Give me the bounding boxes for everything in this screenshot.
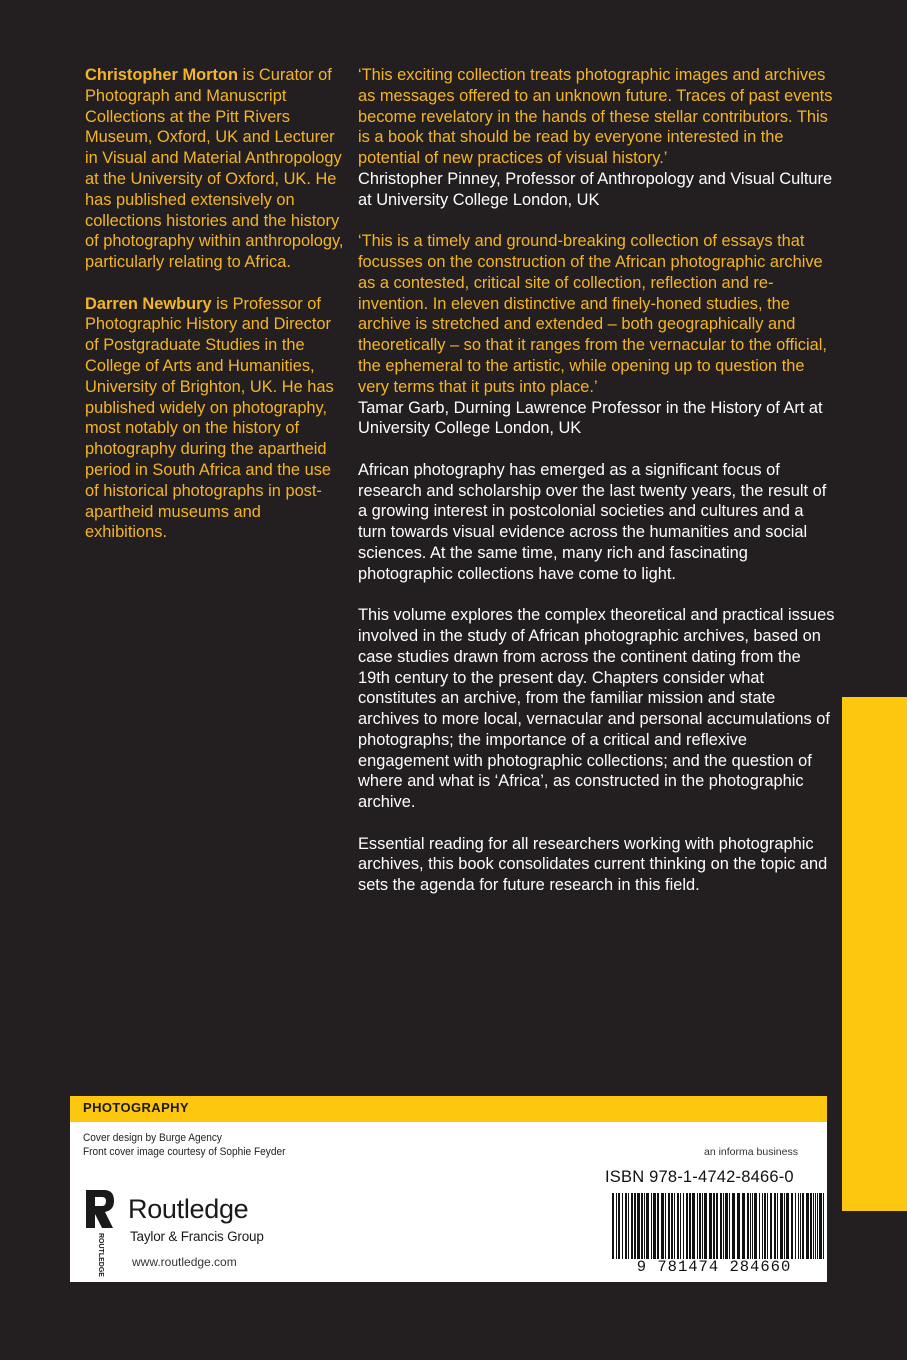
bio-text: is Curator of Photograph and Manuscript Collections at the Pitt Rivers Museum, Oxford, UK and Lecturer in Visual and Material Anthropology at the University of Oxford, UK. He has published extensively on collections histories and the history of photography within anthropology, particularly relating to Africa. [85, 66, 344, 272]
barcode-bar [732, 1193, 735, 1261]
category-bar [70, 1096, 827, 1122]
barcode-bar [723, 1193, 724, 1261]
barcode-bar [653, 1193, 656, 1261]
barcode-bar [802, 1193, 804, 1261]
barcode-bar [661, 1193, 664, 1261]
publisher-group: Taylor & Francis Group [130, 1229, 264, 1244]
barcode-bar [628, 1193, 629, 1261]
author-name: Christopher Morton [85, 66, 238, 84]
barcode-bar [702, 1193, 703, 1261]
spine-accent-tab [842, 697, 907, 1211]
barcode-bar [622, 1193, 623, 1261]
barcode-bar [750, 1193, 751, 1261]
barcode-bar [646, 1193, 649, 1261]
barcode-bar [817, 1193, 818, 1261]
bio-text: is Professor of Photographic History and Director of Postgraduate Studies in the College of Arts and Humanities, University of Brighton, UK. He has published widely on photography, most notably on the history of photography during the apartheid period in South Africa and the use of historical photographs in post-apartheid museums and exhibitions. [85, 294, 334, 542]
barcode-bar [729, 1193, 730, 1261]
bio-newbury [85, 294, 347, 544]
barcode-bar [680, 1193, 681, 1261]
barcode-bar [671, 1193, 673, 1261]
barcode-bar [725, 1193, 728, 1261]
description-paragraph: This volume explores the complex theoretical and practical issues involved in the study of African photographic archives, based on case studies drawn from across the continent dating from the 19th century to the present day. Chapters consider what constitutes an archive, from the familiar mission and state archives to more local, vernacular and personal accumulations of photographs; the importance of a critical and reflexive engagement with photographic collections; and the question of where and what is ‘Africa’, as constructed in the photographic archive. [358, 606, 835, 812]
barcode-digits: 9 781474 284660 [636, 1258, 792, 1276]
endorsement-quote: ‘This exciting collection treats photographic images and archives as messages offered to an unknown future. Traces of past events become revelatory in the hands of these stellar contributors. This is a book that should be read by everyone interested in the potential of new practices of visual history.’ [358, 66, 833, 168]
barcode-bar [798, 1193, 799, 1261]
barcode-bar [651, 1193, 652, 1261]
barcode-bar [786, 1193, 789, 1261]
cover-image-credit: Front cover image courtesy of Sophie Feyder [83, 1146, 286, 1158]
barcode-bar [631, 1193, 633, 1261]
barcode-bar [634, 1193, 636, 1261]
barcode-bar [791, 1193, 793, 1261]
barcode-bar [795, 1193, 796, 1261]
barcode-bar [819, 1193, 822, 1261]
publisher-name: Routledge [128, 1194, 249, 1224]
barcode-bar [692, 1193, 695, 1261]
barcode-bar [754, 1193, 757, 1261]
barcode-bar [665, 1193, 666, 1261]
barcode-bar [674, 1193, 675, 1261]
barcode-bar [686, 1193, 688, 1261]
barcode-bar [713, 1193, 715, 1261]
informa-tagline: an informa business [704, 1146, 798, 1158]
barcode-bar [752, 1193, 753, 1261]
barcode-bar [810, 1193, 812, 1261]
description-paragraph: African photography has emerged as a significant focus of research and scholarship over the last twenty years, the result of a growing interest in postcolonial societies and cultures and a turn towards visual evidence across the humanities and social sciences. At the same time, many rich and fascinating photographic collections have come to light. [358, 460, 827, 583]
barcode-bar [780, 1193, 783, 1261]
barcode-bar [697, 1193, 698, 1261]
barcode-bar [737, 1193, 740, 1261]
barcode-bar [813, 1193, 814, 1261]
logo-text: ROUTLEDGE [97, 1233, 104, 1277]
author-name: Darren Newbury [85, 294, 212, 313]
barcode-bar [770, 1193, 772, 1261]
cover-credits [83, 1131, 286, 1159]
barcode-bar [784, 1193, 785, 1261]
isbn-number: ISBN 978-1-4742-8466-0 [605, 1168, 794, 1186]
barcode-bar [720, 1193, 722, 1261]
barcode-bar [668, 1193, 670, 1261]
barcode-bar [699, 1193, 701, 1261]
barcode-bar [677, 1193, 679, 1261]
barcode-bar [800, 1193, 801, 1261]
barcode-bar [644, 1193, 645, 1261]
barcode-bar [806, 1193, 809, 1261]
routledge-logo-icon [82, 1188, 116, 1277]
barcode-bar [764, 1193, 766, 1261]
barcode-bar [637, 1193, 640, 1261]
bio-morton [85, 65, 347, 273]
barcode-bar [616, 1193, 617, 1261]
footer-panel [70, 1096, 827, 1282]
barcode-bar [641, 1193, 643, 1261]
endorsement-quote: ‘This is a timely and ground-breaking collection of essays that focusses on the construction of the African photographic archive as a contested, critical site of collection, reflection and re-invention. In eleven distinctive and finely-honed studies, the archive is stretched and extended – both geographically and theoretically – so that it ranges from the vernacular to the official, the ephemeral to the artistic, while opening up to question the very terms that it puts into place.’ [358, 232, 827, 396]
barcode-bar [625, 1193, 627, 1261]
author-bios [85, 65, 347, 543]
barcode-bar [618, 1193, 620, 1261]
endorsement-pinney [358, 65, 836, 211]
endorsement-garb [358, 231, 836, 439]
barcode-bar [815, 1193, 816, 1261]
barcode-bar [762, 1193, 763, 1261]
barcode-bar [704, 1193, 707, 1261]
barcode-bar [709, 1193, 712, 1261]
category-label: PHOTOGRAPHY [83, 1100, 190, 1115]
isbn-barcode [602, 1193, 827, 1276]
barcode-bar [767, 1193, 768, 1261]
barcode-bar [759, 1193, 760, 1261]
barcode-bar [657, 1193, 659, 1261]
barcode-bar [689, 1193, 691, 1261]
barcode-bar [683, 1193, 684, 1261]
publisher-url: www.routledge.com [132, 1255, 237, 1269]
endorsement-attribution: Tamar Garb, Durning Lawrence Professor in the History of Art at University College London, UK [358, 398, 823, 438]
barcode-bar [747, 1193, 749, 1261]
blurb-column [358, 65, 836, 896]
barcode-bar [777, 1193, 778, 1261]
cover-design-credit: Cover design by Burge Agency [83, 1132, 222, 1144]
barcode-bar [742, 1193, 745, 1261]
endorsement-attribution: Christopher Pinney, Professor of Anthropology and Visual Culture at University College London, UK [358, 169, 833, 209]
barcode-bar [774, 1193, 776, 1261]
description-paragraph: Essential reading for all researchers working with photographic archives, this book consolidates current thinking on the topic and sets the agenda for future research in this field. [358, 834, 828, 895]
